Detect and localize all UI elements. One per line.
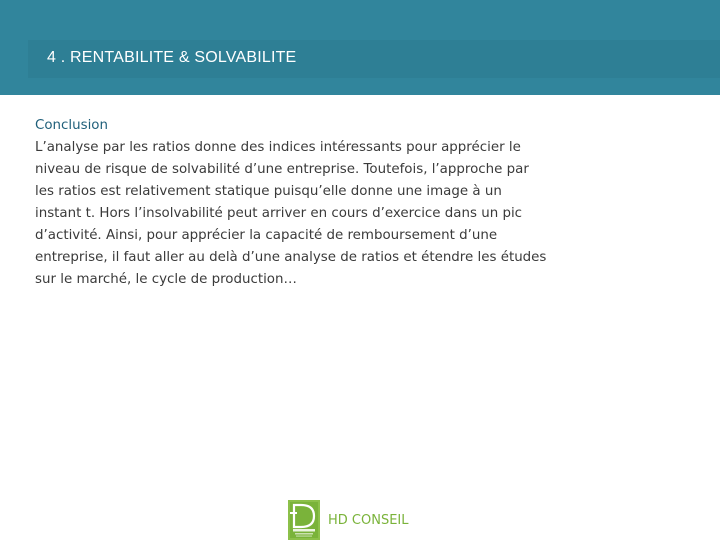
body-line: d’activité. Ainsi, pour apprécier la capacité de remboursement d’une	[35, 228, 498, 243]
body-line: entreprise, il faut aller au delà d’une analyse de ratios et étendre les études	[35, 250, 547, 265]
content-block	[35, 115, 605, 291]
hd-conseil-logo-icon	[288, 500, 320, 540]
company-name: HD CONSEIL	[328, 512, 409, 528]
body-line: L’analyse par les ratios donne des indices intéressants pour apprécier le	[35, 140, 521, 155]
body-line: niveau de risque de solvabilité d’une entreprise. Toutefois, l’approche par	[35, 162, 529, 177]
slide-title: 4 . RENTABILITE & SOLVABILITE	[47, 49, 297, 66]
conclusion-heading: Conclusion	[35, 118, 108, 133]
body-line: sur le marché, le cycle de production…	[35, 272, 297, 287]
body-line: les ratios est relativement statique puisqu’elle donne une image à un	[35, 184, 502, 199]
footer	[288, 500, 409, 540]
body-line: instant t. Hors l’insolvabilité peut arriver en cours d’exercice dans un pic	[35, 206, 523, 221]
